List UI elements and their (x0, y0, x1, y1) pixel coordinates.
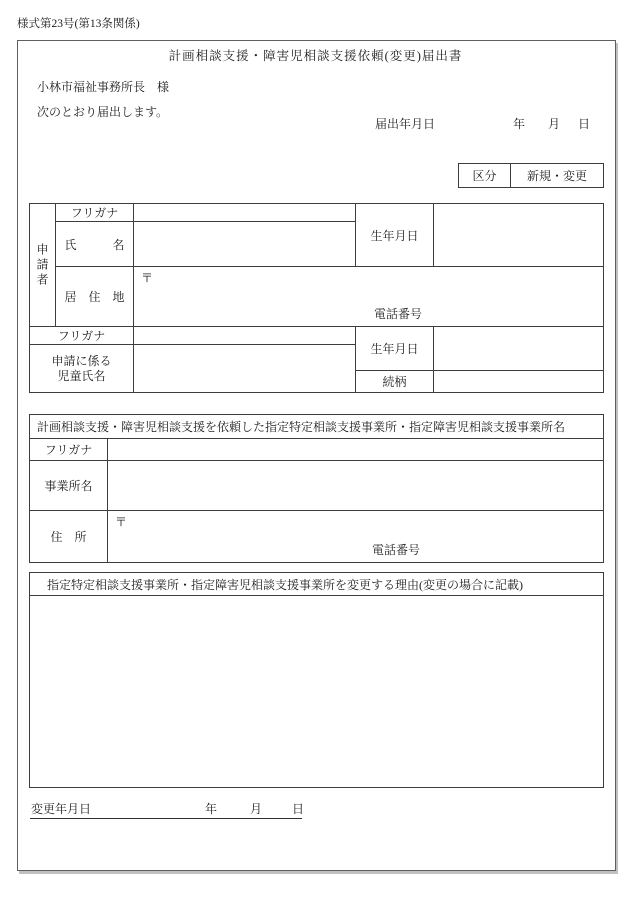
child-name-label-line1: 申請に係る (51, 353, 112, 368)
change-date-label: 変更年月日 (31, 802, 92, 816)
child-name-label (30, 345, 134, 393)
report-date-day-label: 日 (578, 117, 591, 131)
reason-header: 指定特定相談支援事業所・指定障害児相談支援事業所を変更する理由(変更の場合に記載) (30, 573, 604, 596)
office-furigana-field (108, 439, 604, 461)
applicant-group-label: 申請者 (35, 242, 49, 288)
office-table (29, 414, 604, 563)
applicant-address-field (134, 267, 604, 327)
applicant-name-label: 氏 名 (56, 222, 134, 267)
office-furigana-label: フリガナ (30, 439, 108, 461)
office-table-header: 計画相談支援・障害児相談支援を依頼した指定特定相談支援事業所・指定障害児相談支援事業所名 (30, 415, 604, 439)
category-table (458, 163, 604, 188)
postal-mark: 〒 (115, 515, 128, 529)
change-date-month-label: 月 (250, 802, 263, 816)
applicant-group-cell (30, 204, 56, 327)
declaration-text: 次のとおり届出します。 (37, 105, 169, 119)
office-phone-label: 電話番号 (372, 543, 421, 557)
applicant-table (29, 203, 604, 393)
change-date-day-label: 日 (292, 802, 305, 816)
change-date-year-label: 年 (205, 802, 218, 816)
applicant-phone-label: 電話番号 (374, 307, 423, 321)
child-birthdate-field (434, 327, 604, 371)
applicant-furigana-field (134, 204, 356, 222)
postal-mark: 〒 (141, 271, 154, 285)
applicant-birthdate-field (434, 204, 604, 267)
child-furigana-field (134, 327, 356, 345)
applicant-name-field (134, 222, 356, 267)
reason-table (29, 572, 604, 788)
applicant-address-label: 居 住 地 (56, 267, 134, 327)
report-date-line (0, 117, 630, 133)
child-relation-field (434, 371, 604, 393)
report-date-year-label: 年 (513, 117, 526, 131)
child-relation-label: 続柄 (356, 371, 434, 393)
child-name-label-line2: 児童氏名 (57, 368, 106, 383)
category-label: 区分 (459, 164, 511, 188)
addressee: 小林市福祉事務所長 様 (37, 80, 170, 94)
reason-field (30, 596, 604, 788)
office-name-label: 事業所名 (30, 461, 108, 511)
child-furigana-label: フリガナ (30, 327, 134, 345)
applicant-birthdate-label: 生年月日 (356, 204, 434, 267)
form-number: 様式第23号(第13条関係) (17, 18, 140, 30)
office-name-field (108, 461, 604, 511)
office-address-label: 住 所 (30, 511, 108, 563)
category-value: 新規・変更 (511, 164, 604, 188)
change-date-line (30, 801, 305, 819)
report-date-month-label: 月 (548, 117, 561, 131)
office-address-field (108, 511, 604, 563)
applicant-furigana-label: フリガナ (56, 204, 134, 222)
report-date-label: 届出年月日 (375, 117, 436, 131)
page-title: 計画相談支援・障害児相談支援依頼(変更)届出書 (168, 49, 463, 63)
child-birthdate-label: 生年月日 (356, 327, 434, 371)
child-name-field (134, 345, 356, 393)
